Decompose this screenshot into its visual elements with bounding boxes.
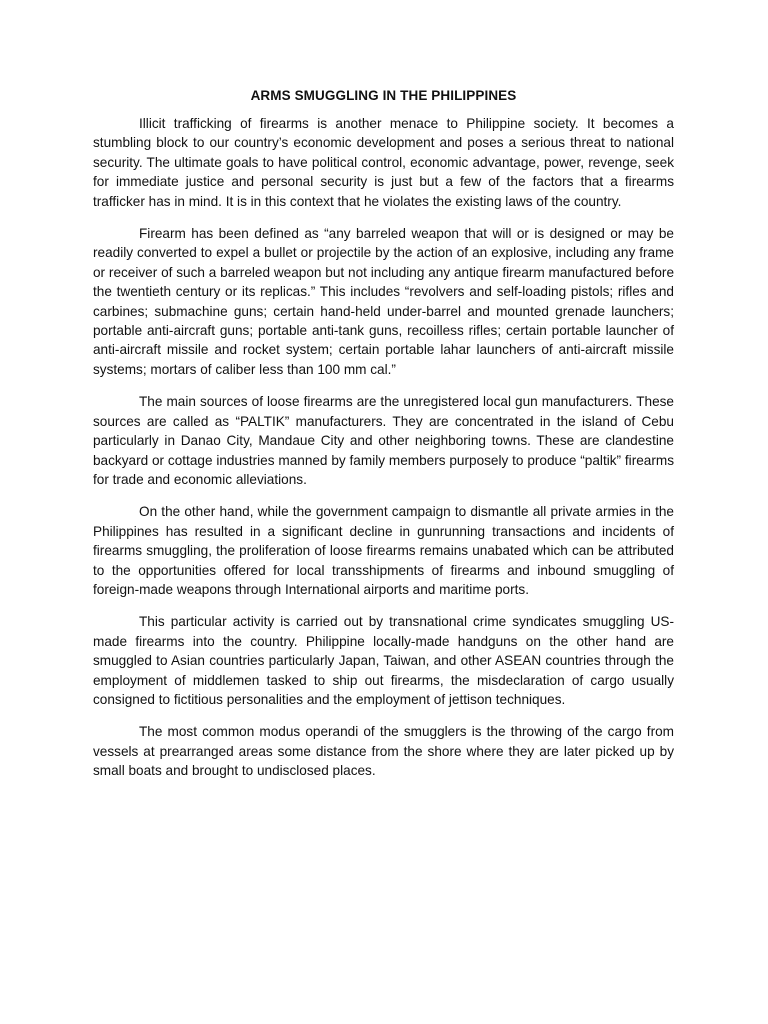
paragraph-4: On the other hand, while the government campaign to dismantle all private armies in the Philippines has resulted in a significant decline in gunrunning transactions and incidents of firearms smuggling, the proliferation of loose firearms remains unabated which can be attributed to the opportunities offered for local transshipments of firearms and inbound smuggling of foreign-made weapons through International airports and maritime ports. <box>93 504 674 597</box>
paragraph-6: The most common modus operandi of the smugglers is the throwing of the cargo from vessels at prearranged areas some distance from the shore where they are later picked up by small boats and brought to undisclosed places. <box>93 724 674 779</box>
paragraph-5: This particular activity is carried out by transnational crime syndicates smuggling US-made firearms into the country. Philippine locally-made handguns on the other hand are smuggled to Asian countries particularly Japan, Taiwan, and other ASEAN countries through the employment of middlemen tasked to ship out firearms, the misdeclaration of cargo usually consigned to fictitious personalities and the employment of jettison techniques. <box>93 614 674 707</box>
paragraph-2: Firearm has been defined as “any barreled weapon that will or is designed or may be readily converted to expel a bullet or projectile by the action of an explosive, including any frame or receiver of such a barreled weapon but not including any antique firearm manufactured before the twentieth century or its replicas.” This includes “revolvers and self-loading pistols; rifles and carbines; submachine guns; certain hand-held under-barrel and mounted grenade launchers; portable anti-aircraft guns; portable anti-tank guns, recoilless rifles; certain portable launcher of anti-aircraft missile and rocket system; certain portable lahar launchers of anti-aircraft missile systems; mortars of caliber less than 100 mm cal.” <box>93 226 674 377</box>
document-body <box>93 86 674 794</box>
document-title: ARMS SMUGGLING IN THE PHILIPPINES <box>250 88 517 103</box>
paragraph-1: Illicit trafficking of firearms is another menace to Philippine society. It becomes a stumbling block to our country’s economic development and poses a serious threat to national security. The ultimate goals to have political control, economic advantage, power, revenge, seek for immediate justice and personal security is just but a few of the factors that a firearms trafficker has in mind. It is in this context that he violates the existing laws of the country. <box>93 116 674 209</box>
paragraph-3: The main sources of loose firearms are the unregistered local gun manufacturers. These sources are called as “PALTIK” manufacturers. They are concentrated in the island of Cebu particularly in Danao City, Mandaue City and other neighboring towns. These are clandestine backyard or cottage industries manned by family members purposely to produce “paltik” firearms for trade and economic alleviations. <box>93 394 674 487</box>
